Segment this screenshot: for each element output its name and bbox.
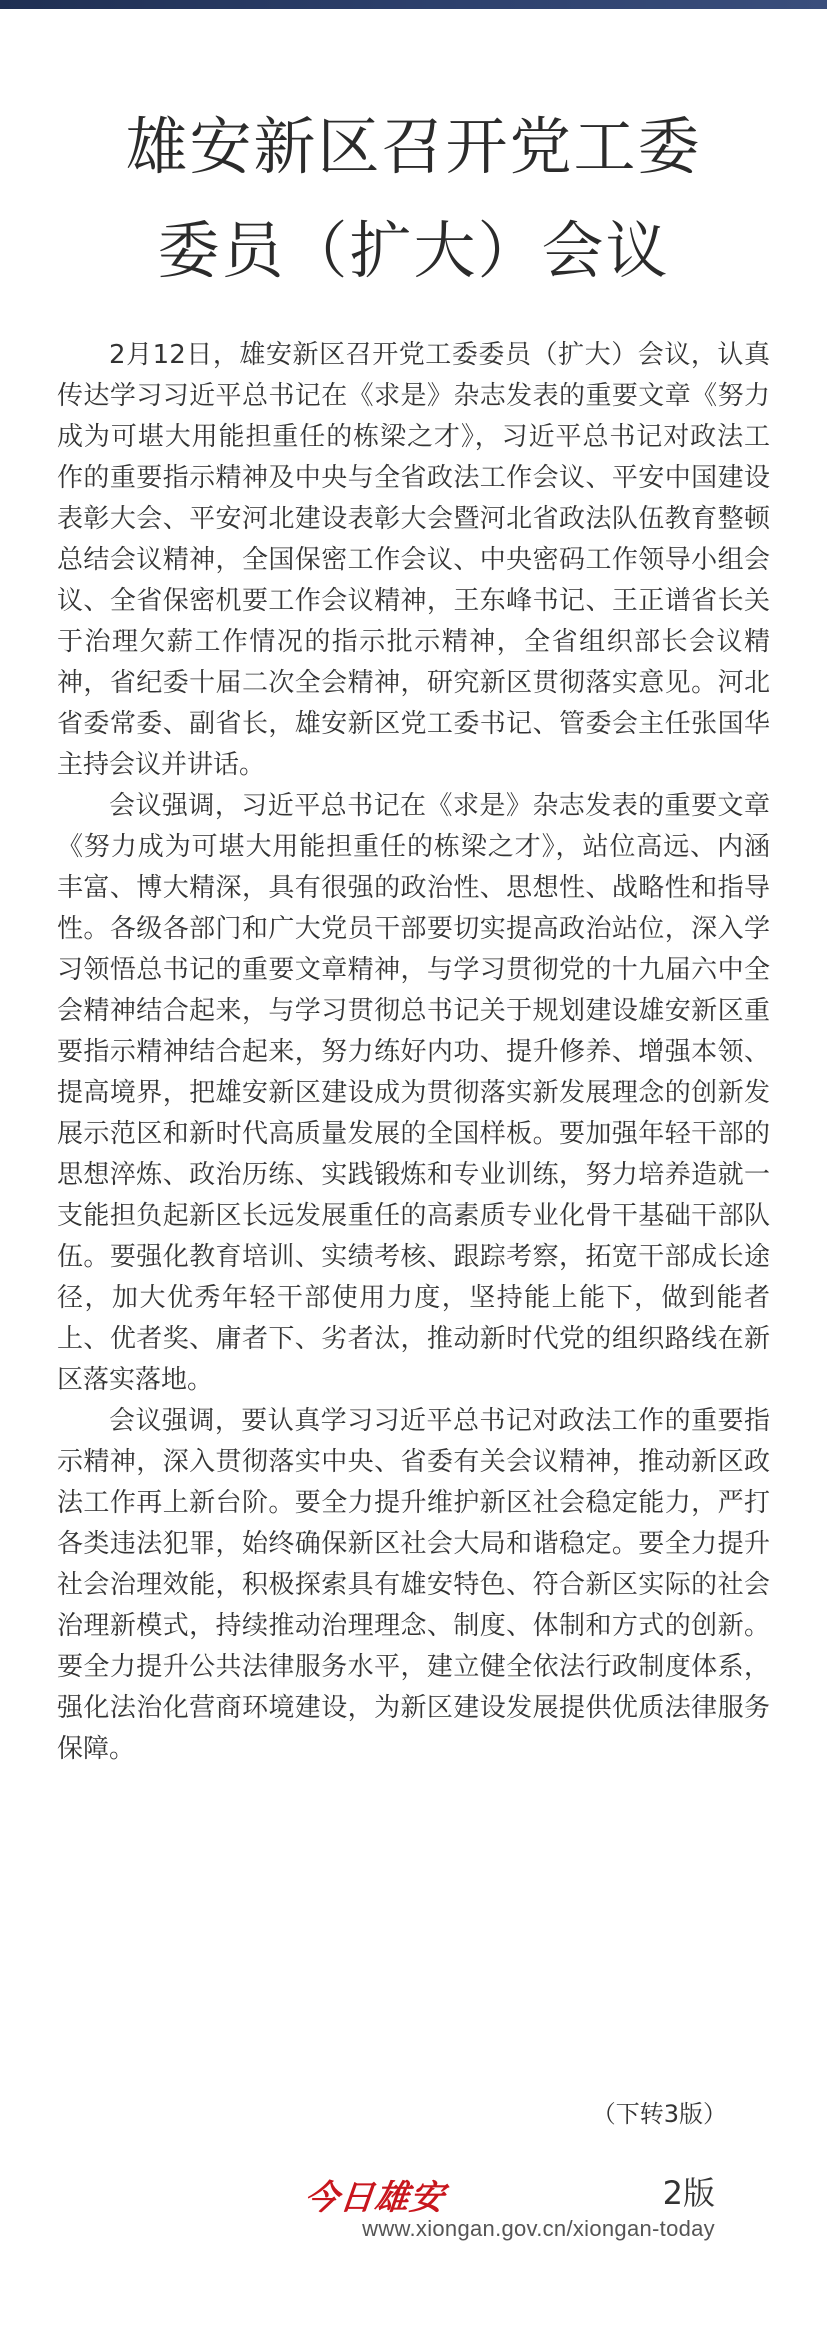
article-body	[57, 335, 770, 1770]
edition-label: 2版	[662, 2174, 715, 2212]
newspaper-logo: 今日雄安	[302, 2178, 447, 2218]
continue-note: （下转3版）	[591, 2100, 727, 2128]
article-paragraph-2: 会议强调，习近平总书记在《求是》杂志发表的重要文章《努力成为可堪大用能担重任的栋梁之才》，站位高远、内涵丰富、博大精深，具有很强的政治性、思想性、战略性和指导性。各级各部门和广大党员干部要切实提高政治站位，深入学习领悟总书记的重要文章精神，与学习贯彻党的十九届六中全会精神结合起来，与学习贯彻总书记关于规划建设雄安新区重要指示精神结合起来，努力练好内功、提升修养、增强本领、提高境界，把雄安新区建设成为贯彻落实新发展理念的创新发展示范区和新时代高质量发展的全国样板。要加强年轻干部的思想淬炼、政治历练、实践锻炼和专业训练，努力培养造就一支能担负起新区长远发展重任的高素质专业化骨干基础干部队伍。要强化教育培训、实绩考核、跟踪考察，拓宽干部成长途径，加大优秀年轻干部使用力度，坚持能上能下，做到能者上、优者奖、庸者下、劣者汰，推动新时代党的组织路线在新区落实落地。	[57, 791, 770, 1395]
top-color-bar	[0, 0, 827, 9]
page-title	[40, 95, 787, 303]
website-url[interactable]: www.xiongan.gov.cn/xiongan-today	[362, 2216, 715, 2241]
title-line-1: 雄安新区召开党工委	[125, 110, 702, 183]
article-paragraph-1: 2月12日，雄安新区召开党工委委员（扩大）会议，认真传达学习习近平总书记在《求是》杂志发表的重要文章《努力成为可堪大用能担重任的栋梁之才》，习近平总书记对政法工作的重要指示精神及中央与全省政法工作会议、平安中国建设表彰大会、平安河北建设表彰大会暨河北省政法队伍教育整顿总结会议精神，全国保密工作会议、中央密码工作领导小组会议、全省保密机要工作会议精神，王东峰书记、王正谱省长关于治理欠薪工作情况的指示批示精神，全省组织部长会议精神，省纪委十届二次全会精神，研究新区贯彻落实意见。河北省委常委、副省长，雄安新区党工委书记、管委会主任张国华主持会议并讲话。	[57, 340, 770, 780]
title-line-2: 委员（扩大）会议	[157, 214, 670, 287]
article-paragraph-3: 会议强调，要认真学习习近平总书记对政法工作的重要指示精神，深入贯彻落实中央、省委有关会议精神，推动新区政法工作再上新台阶。要全力提升维护新区社会稳定能力，严打各类违法犯罪，始终确保新区社会大局和谐稳定。要全力提升社会治理效能，积极探索具有雄安特色、符合新区实际的社会治理新模式，持续推动治理理念、制度、体制和方式的创新。要全力提升公共法律服务水平，建立健全依法行政制度体系，强化法治化营商环境建设，为新区建设发展提供优质法律服务保障。	[57, 1406, 770, 1764]
footer-masthead	[302, 2160, 715, 2241]
